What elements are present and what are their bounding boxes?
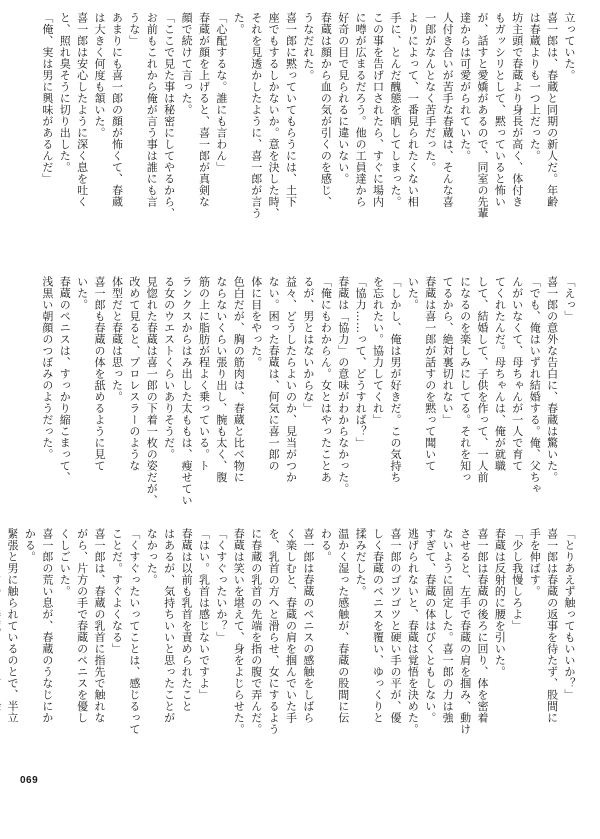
text-line: お前もこれから俺が言う事は誰にも言	[145, 12, 159, 208]
text-line: ないように固定した。喜一郎の力は強	[441, 528, 455, 724]
text-line: 喜一郎は春蔵のペニスの感触をしばら	[301, 528, 315, 724]
text-line: 喜一郎は春蔵の返事を待たず、股間に	[545, 528, 559, 724]
text-line: 「とりあえず触ってもいいか？」	[563, 528, 576, 701]
text-line: いた。	[75, 276, 89, 311]
text-line: させると、左手で春蔵の肩を掴み、動け	[458, 528, 472, 735]
text-line: あまりにも喜一郎の顔が怖くて、春蔵	[110, 12, 124, 208]
text-line: 達からは可愛がられていた。	[458, 12, 472, 162]
text-line: 顔で続けて言った。	[180, 12, 194, 116]
text-line: 喜一郎は安心したように深く息を吐く	[75, 12, 89, 208]
text-line: 春蔵は反射的に腰を引いた。	[493, 528, 507, 678]
text-line: すぎて、春蔵の体はびくともしない。	[423, 528, 437, 724]
text-line: 体に目をやった。	[249, 276, 263, 368]
text-line: ランクスからはみ出した太ももは、瘦せてい	[180, 276, 194, 506]
text-line: ない。困った春蔵は、何気に喜一郎の	[267, 276, 281, 472]
text-line: いた。	[406, 276, 420, 311]
text-line: 座でもするしかないか。意を決した時、	[267, 12, 281, 219]
text-line: この事を告げ口されたら、すぐに場内	[371, 12, 385, 208]
text-band-top	[22, 12, 578, 250]
text-line: なかった。	[145, 528, 159, 586]
text-line: 「少し我慢しろよ」	[510, 528, 524, 632]
text-line: しく春蔵のペニスを覆い、ゆっくりと	[371, 528, 385, 724]
text-line: 好奇の目で見られるに違いない。	[336, 12, 350, 185]
text-line: うな」	[127, 12, 141, 47]
text-line: よりによって、一番見られたくない相	[406, 12, 420, 208]
text-line: 坊主頭で春蔵より身長が高く、体付き	[510, 12, 524, 208]
text-line: わる。	[319, 528, 333, 563]
text-line: は春蔵よりも一つ上だった。	[528, 12, 542, 162]
text-line: 色白だが、胸の筋肉は、春蔵と比べ物に	[232, 276, 246, 483]
text-line: てるから、絶対裏切れない」	[441, 276, 455, 426]
text-line: と、照れ臭そうに切り出した。	[58, 12, 72, 173]
text-line: 「俺にもわからん。女とはやったことあ	[319, 276, 333, 483]
text-line: 緊張と男に触られているのとで、半立	[6, 528, 19, 724]
text-line: になるのを楽しみにしてる。それを知っ	[458, 276, 472, 483]
text-line: 春蔵は笑いを堪えて、身をよじらせた。	[232, 528, 246, 735]
text-line: に噂が広まるだろう。他の工員達から	[354, 12, 368, 208]
text-line: 喜一郎は春蔵の後ろに回り、体を密着	[475, 528, 489, 724]
text-line: 「しかし、俺は男が好きだ。この気持ち	[388, 276, 402, 483]
text-line: 「ここで見た事は秘密にしてやるから、	[162, 12, 176, 219]
text-line: がら、片方の手で春蔵のペニスを優し	[75, 528, 89, 724]
text-line: 「俺、実は男に興味があるんだ」	[40, 12, 54, 185]
text-line: 喜一郎に黙っていてもらうには、土下	[284, 12, 298, 208]
text-line: 「心配するな。誰にも言わん」	[214, 12, 228, 173]
text-line: 筋の上に脂肪が程よく乗っている。ト	[197, 276, 211, 472]
text-line: ことだ。すぐよくなる」	[110, 528, 124, 655]
text-band-bottom	[6, 528, 578, 766]
text-line: して、結婚して、子供を作って、一人前	[475, 276, 489, 483]
text-line: るが、男とはないからな」	[301, 276, 315, 414]
text-line: それを見透かしたように、喜一郎が言う	[249, 12, 263, 219]
text-line: く楽しむと、春蔵の肩を掴んでいた手	[284, 528, 298, 724]
text-line: 体型だと春蔵は思った。	[110, 276, 124, 403]
text-line: 一郎がなんとなく苦手だった。	[423, 12, 437, 173]
text-line: 逃げられないと、春蔵は覚悟を決めた。	[406, 528, 420, 735]
text-line: 改めて見ると、プロレスラーのような	[127, 276, 141, 472]
text-line: た。	[232, 12, 246, 35]
text-line: 見惚れた春蔵は喜一郎の下着一枚の姿だが、	[145, 276, 159, 506]
text-line: 温かく湿った感触が、春蔵の股間に伝	[336, 528, 350, 724]
text-line: はあるが、気持ちいいと思ったことが	[162, 528, 176, 724]
text-line: 喜一郎の荒い息が、春蔵のうなじにか	[40, 528, 54, 724]
text-line: 人付き合いが苦手な春蔵は、そんな喜	[441, 12, 455, 208]
text-line: 春蔵が顔を上げると、喜一郎が真剣な	[197, 12, 211, 208]
text-line: る女のウエストくらいありそうだ。	[162, 276, 176, 460]
text-line: 「くすぐったいってことは、感じるって	[127, 528, 141, 735]
text-line: 喜一郎のゴツゴツと硬い手の平が、優	[388, 528, 402, 724]
text-band-middle	[22, 276, 578, 511]
text-line: 益々、どうしたらよいのか、見当がつか	[284, 276, 298, 483]
text-line: 「くすぐったいか？」	[214, 528, 228, 643]
text-line: 「でも、俺はいずれ結婚する。俺、父ちゃ	[528, 276, 542, 495]
text-line: くしごいた。	[58, 528, 72, 597]
text-line: 立っていた。	[563, 12, 576, 81]
text-line: を忘れたい。協力してくれ」	[371, 276, 385, 426]
text-line: 「協力……って、どうすれば？」	[354, 276, 368, 449]
text-line	[0, 528, 4, 766]
text-line: 春蔵は顔から血の気が引くのを感じ、	[319, 12, 333, 208]
text-line: 喜一郎は、春蔵の乳首に指先で触れな	[93, 528, 107, 724]
text-line: かる。	[23, 528, 37, 563]
text-line: 揉みだした。	[354, 528, 368, 597]
text-line: 浅黒い朝顔のつぼみのようだった。	[40, 276, 54, 460]
text-line: を、乳首の方へと滑らせ、女にするよう	[267, 528, 281, 735]
text-line: ならないくらい張り出し、腕も太く、腹	[214, 276, 228, 483]
text-line: 春蔵のペニスは、すっかり縮こまって、	[58, 276, 72, 483]
text-line: は大きく何度も頷いた。	[93, 12, 107, 139]
text-line: 「えっ」	[563, 276, 576, 322]
text-line: 春蔵は「協力」の意味がわからなかった。	[336, 276, 350, 495]
text-line: んがいなくて、母ちゃんが一人で育て	[510, 276, 524, 472]
text-line: 手に、とんだ醜態を晒してしまった。	[388, 12, 402, 208]
text-line: 春蔵は喜一郎が話すのを黙って聞いて	[423, 276, 437, 472]
text-line: うなだれた。	[301, 12, 315, 81]
text-line: 手を伸ばす。	[528, 528, 542, 597]
text-line: 春蔵は以前も乳首を責められたこと	[180, 528, 194, 712]
text-line: 「はい。乳首は感じないですよ」	[197, 528, 211, 701]
text-line: 喜一郎も春蔵の体を舐めるように見て	[93, 276, 107, 472]
text-line: てくれたんだ。母ちゃんは、俺が就職	[493, 276, 507, 472]
page-number: 069	[20, 775, 39, 786]
text-line: が、話すと愛嬌があるので、同室の先輩	[475, 12, 489, 219]
text-line: 喜一郎は、春蔵と同期の新人だ。年齢	[545, 12, 559, 208]
text-line: もガッシリとして、黙っていると怖い	[493, 12, 507, 208]
text-line: に春蔵の乳首の先端を指の腹で弄んだ。	[249, 528, 263, 735]
text-line: 喜一郎の意外な告白に、春蔵は驚いた。	[545, 276, 559, 483]
